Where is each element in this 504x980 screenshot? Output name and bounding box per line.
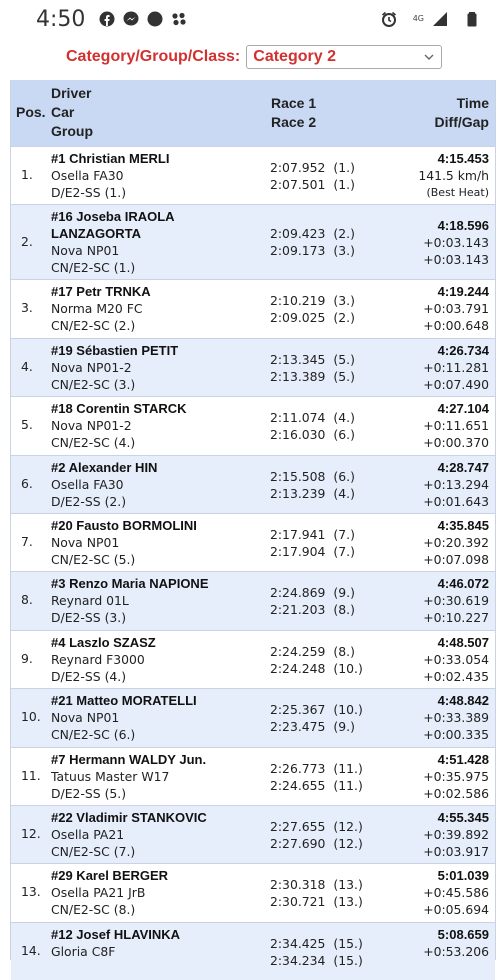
group-class: D/E2-SS (5.)	[51, 785, 127, 801]
battery-icon	[464, 11, 480, 27]
race2-time: 2:09.025	[270, 310, 326, 326]
group-class: CN/E2-SC (1.)	[51, 260, 136, 276]
race1-rank: (15.)	[333, 935, 363, 951]
race-times	[270, 876, 363, 910]
race1-rank: (6.)	[333, 468, 355, 484]
table-row	[11, 747, 495, 805]
table-header	[11, 80, 495, 146]
race-times	[270, 351, 355, 385]
app-icon	[171, 11, 187, 27]
race2-rank: (10.)	[333, 660, 363, 676]
total-time-value: 4:18.596	[437, 218, 489, 234]
race2-time: 2:16.030	[270, 427, 326, 443]
total-time	[423, 342, 489, 393]
table-row	[11, 279, 495, 337]
race2-time: 2:24.655	[270, 777, 326, 793]
race-times	[270, 584, 355, 618]
diff-value: +0:39.892	[423, 826, 489, 842]
race1-rank: (10.)	[333, 702, 363, 718]
total-time-value: 4:48.507	[437, 634, 489, 650]
position: 1.	[21, 167, 33, 182]
race-times	[270, 760, 363, 794]
header-car-line: Car	[51, 104, 75, 120]
race2-time: 2:13.389	[270, 368, 326, 384]
car-name: Osella FA30	[51, 168, 124, 183]
driver-info	[51, 459, 157, 510]
car-name: Gloria C8F	[51, 943, 116, 959]
total-time-value: 5:01.039	[437, 868, 489, 884]
table-row	[11, 513, 495, 571]
position: 11.	[21, 767, 41, 783]
driver-info	[51, 692, 197, 743]
driver-info	[51, 517, 197, 568]
group-class: D/E2-SS (4.)	[51, 668, 127, 684]
header-race2: Race 2	[271, 114, 317, 130]
diff-value: +0:11.281	[423, 359, 489, 375]
status-bar	[0, 0, 504, 38]
category-selector-row	[0, 38, 504, 76]
race2-rank: (1.)	[333, 177, 355, 192]
driver-info	[51, 150, 169, 201]
table-body	[11, 146, 495, 980]
signal-icon	[432, 11, 448, 27]
header-race1: Race 1	[271, 95, 317, 111]
header-time-line: Time	[456, 95, 489, 111]
group-class: CN/E2-SC (6.)	[51, 727, 136, 743]
driver-name[interactable]: #1 Christian MERLI	[51, 151, 170, 166]
driver-name[interactable]: LANZAGORTA	[51, 226, 142, 242]
gap-value: +0:00.335	[423, 727, 489, 743]
group-class: D/E2-SS (2.)	[51, 493, 127, 509]
race1-time: 2:07.952	[270, 160, 326, 175]
driver-info	[51, 634, 156, 685]
race2-time: 2:34.234	[270, 952, 326, 968]
race2-rank: (7.)	[333, 543, 355, 559]
race1-rank: (11.)	[333, 760, 363, 776]
race1-rank: (12.)	[333, 818, 363, 834]
group-class: CN/E2-SC (2.)	[51, 318, 136, 334]
total-time	[423, 926, 489, 960]
driver-name[interactable]: #19 Sébastien PETIT	[51, 342, 179, 358]
gap-value: +0:02.435	[423, 668, 489, 684]
table-row	[11, 688, 495, 746]
diff-value: +0:20.392	[423, 534, 489, 550]
car-name: Nova NP01-2	[51, 418, 132, 434]
race-times	[270, 292, 355, 326]
total-time	[423, 634, 489, 685]
network-label: 4G	[412, 14, 424, 23]
car-name: Nova NP01	[51, 243, 120, 259]
diff-value: +0:13.294	[423, 476, 489, 492]
total-time-value: 4:27.104	[437, 401, 489, 417]
race1-time: 2:24.259	[270, 643, 326, 659]
race1-rank: (7.)	[333, 526, 355, 542]
header-driver	[51, 84, 93, 141]
driver-name[interactable]: #4 Laszlo SZASZ	[51, 634, 156, 650]
race1-time: 2:17.941	[270, 526, 326, 542]
race2-time: 2:24.248	[270, 660, 326, 676]
header-group-line: Group	[51, 123, 93, 139]
table-row	[11, 630, 495, 688]
group-class: CN/E2-SC (4.)	[51, 435, 136, 451]
circle-icon	[147, 11, 163, 27]
race2-rank: (5.)	[333, 368, 355, 384]
table-row	[11, 146, 495, 204]
driver-name[interactable]: #29 Karel BERGER	[51, 868, 169, 884]
total-time	[423, 217, 489, 268]
total-time	[423, 283, 489, 334]
driver-info	[51, 342, 178, 393]
race1-time: 2:15.508	[270, 468, 326, 484]
race2-time: 2:27.690	[270, 835, 326, 851]
driver-info	[51, 751, 206, 802]
position: 9.	[21, 650, 33, 666]
group-class: CN/E2-SC (3.)	[51, 376, 136, 392]
table-row	[11, 863, 495, 921]
race1-time: 2:09.423	[270, 226, 326, 242]
driver-name[interactable]: #7 Hermann WALDY Jun.	[51, 751, 207, 767]
race1-rank: (4.)	[333, 410, 355, 426]
diff-value: +0:33.389	[423, 710, 489, 726]
diff-value: +0:45.586	[423, 885, 489, 901]
race2-rank: (15.)	[333, 952, 363, 968]
table-row	[11, 805, 495, 863]
gap-value: +0:03.917	[423, 843, 489, 859]
driver-info	[51, 283, 151, 334]
race2-time: 2:30.721	[270, 894, 326, 910]
race-times	[270, 526, 355, 560]
alarm-icon	[381, 11, 397, 27]
total-time	[418, 150, 489, 201]
driver-name[interactable]: #12 Josef HLAVINKA	[51, 926, 181, 942]
race1-time: 2:30.318	[270, 877, 326, 893]
race2-rank: (9.)	[333, 719, 355, 735]
gap-value: +0:02.586	[423, 785, 489, 801]
race2-rank: (4.)	[333, 485, 355, 501]
race1-time: 2:26.773	[270, 760, 326, 776]
category-label: Category/Group/Class:	[66, 48, 241, 65]
driver-name[interactable]: #22 Vladimir STANKOVIC	[51, 809, 207, 825]
position: 13.	[21, 884, 41, 900]
race2-rank: (13.)	[333, 894, 363, 910]
header-pos: Pos.	[16, 104, 46, 120]
total-time	[423, 459, 489, 510]
race2-time: 2:09.173	[270, 243, 326, 259]
diff-value: +0:11.651	[423, 418, 489, 434]
total-time	[423, 809, 489, 860]
messenger-icon	[123, 11, 139, 27]
race2-time: 2:13.239	[270, 485, 326, 501]
diff-value: 141.5 km/h	[418, 168, 489, 183]
gap-value: +0:00.370	[423, 435, 489, 451]
race1-rank: (1.)	[333, 160, 355, 175]
position: 10.	[21, 709, 41, 725]
table-row	[11, 338, 495, 396]
race1-rank: (8.)	[333, 643, 355, 659]
driver-name[interactable]: #2 Alexander HIN	[51, 459, 158, 475]
driver-name[interactable]: #17 Petr TRNKA	[51, 284, 151, 300]
results-table	[10, 80, 496, 968]
race1-rank: (5.)	[333, 351, 355, 367]
total-time-value: 4:35.845	[437, 517, 489, 533]
category-select[interactable]	[246, 45, 442, 69]
driver-info	[51, 809, 207, 860]
header-driver-line: Driver	[51, 85, 92, 101]
total-time	[423, 517, 489, 568]
driver-info	[51, 400, 187, 451]
total-time	[423, 400, 489, 451]
gap-value: (Best Heat)	[426, 186, 489, 199]
chevron-down-icon	[423, 51, 435, 63]
car-name: Nova NP01-2	[51, 359, 132, 375]
group-class: D/E2-SS (1.)	[51, 185, 127, 200]
race-times	[270, 225, 355, 259]
table-row	[11, 455, 495, 513]
group-class: CN/E2-SC (8.)	[51, 902, 136, 918]
car-name: Osella FA30	[51, 476, 124, 492]
total-time-value: 4:51.428	[437, 751, 489, 767]
header-time	[435, 94, 489, 132]
race2-rank: (11.)	[333, 777, 363, 793]
header-race	[271, 94, 316, 132]
gap-value: +0:00.648	[423, 318, 489, 334]
race2-rank: (2.)	[333, 310, 355, 326]
car-name: Reynard F3000	[51, 651, 145, 667]
driver-info	[51, 208, 175, 276]
status-time: 4:50	[36, 6, 86, 32]
header-gap-line: Diff/Gap	[434, 114, 489, 130]
driver-name[interactable]: #21 Matteo MORATELLI	[51, 693, 197, 709]
position: 4.	[21, 358, 33, 374]
position: 6.	[21, 475, 33, 491]
car-name: Reynard 01L	[51, 593, 129, 609]
race2-time: 2:23.475	[270, 719, 326, 735]
diff-value: +0:03.791	[423, 301, 489, 317]
position: 12.	[21, 825, 41, 841]
group-class: D/E2-SS (3.)	[51, 610, 127, 626]
gap-value: +0:07.490	[423, 376, 489, 392]
table-row	[11, 571, 495, 629]
race1-time: 2:25.367	[270, 702, 326, 718]
race-times	[270, 159, 355, 193]
diff-value: +0:35.975	[423, 768, 489, 784]
race2-time: 2:21.203	[270, 602, 326, 618]
total-time	[423, 575, 489, 626]
total-time-value: 4:55.345	[437, 809, 489, 825]
position: 3.	[21, 300, 33, 316]
race2-rank: (6.)	[333, 427, 355, 443]
group-class: CN/E2-SC (5.)	[51, 551, 136, 567]
diff-value: +0:33.054	[423, 651, 489, 667]
race-times	[270, 409, 355, 443]
race2-rank: (12.)	[333, 835, 363, 851]
race-times	[270, 468, 355, 502]
race-times	[270, 818, 363, 852]
car-name: Osella PA21	[51, 826, 125, 842]
total-time-value: 4:15.453	[437, 151, 489, 166]
car-name: Norma M20 FC	[51, 301, 143, 317]
total-time-value: 4:48.842	[437, 693, 489, 709]
gap-value: +0:05.694	[423, 902, 489, 918]
total-time	[423, 867, 489, 918]
total-time-value: 4:26.734	[437, 342, 489, 358]
car-name: Nova NP01	[51, 534, 120, 550]
position: 14.	[21, 942, 41, 958]
driver-info	[51, 926, 180, 960]
total-time	[423, 751, 489, 802]
race1-time: 2:10.219	[270, 293, 326, 309]
driver-name[interactable]: #20 Fausto BORMOLINI	[51, 517, 197, 533]
group-class: CN/E2-SC (7.)	[51, 843, 136, 859]
race1-time: 2:24.869	[270, 585, 326, 601]
race2-rank: (3.)	[333, 243, 355, 259]
diff-value: +0:03.143	[423, 235, 489, 251]
diff-value: +0:53.206	[423, 943, 489, 959]
total-time	[423, 692, 489, 743]
race1-time: 2:11.074	[270, 410, 326, 426]
driver-info	[51, 867, 168, 918]
gap-value: +0:10.227	[423, 610, 489, 626]
car-name: Nova NP01	[51, 710, 120, 726]
race1-time: 2:34.425	[270, 935, 326, 951]
driver-name[interactable]: #18 Corentin STARCK	[51, 401, 187, 417]
position: 8.	[21, 592, 33, 608]
diff-value: +0:30.619	[423, 593, 489, 609]
total-time-value: 5:08.659	[437, 926, 489, 942]
position: 2.	[21, 234, 33, 250]
total-time-value: 4:46.072	[437, 576, 489, 592]
gap-value: +0:01.643	[423, 493, 489, 509]
table-row	[11, 204, 495, 279]
race-times	[270, 643, 363, 677]
race2-rank: (8.)	[333, 602, 355, 618]
category-select-value: Category 2	[253, 48, 336, 65]
race1-time: 2:27.655	[270, 818, 326, 834]
race1-rank: (13.)	[333, 877, 363, 893]
driver-info	[51, 575, 209, 626]
table-row	[11, 922, 495, 980]
position: 7.	[21, 533, 33, 549]
race1-rank: (2.)	[333, 226, 355, 242]
race-times	[270, 701, 363, 735]
total-time-value: 4:19.244	[437, 284, 489, 300]
race1-rank: (3.)	[333, 293, 355, 309]
car-name: Tatuus Master W17	[51, 768, 170, 784]
race1-rank: (9.)	[333, 585, 355, 601]
position: 5.	[21, 417, 33, 433]
race-times	[270, 935, 363, 969]
gap-value: +0:07.098	[423, 551, 489, 567]
race2-time: 2:07.501	[270, 177, 326, 192]
facebook-icon	[99, 11, 115, 27]
table-row	[11, 396, 495, 454]
race1-time: 2:13.345	[270, 351, 326, 367]
gap-value: +0:03.143	[423, 252, 489, 268]
car-name: Osella PA21 JrB	[51, 885, 146, 901]
driver-name[interactable]: #16 Joseba IRAOLA	[51, 209, 175, 225]
total-time-value: 4:28.747	[437, 459, 489, 475]
race2-time: 2:17.904	[270, 543, 326, 559]
driver-name[interactable]: #3 Renzo Maria NAPIONE	[51, 576, 209, 592]
